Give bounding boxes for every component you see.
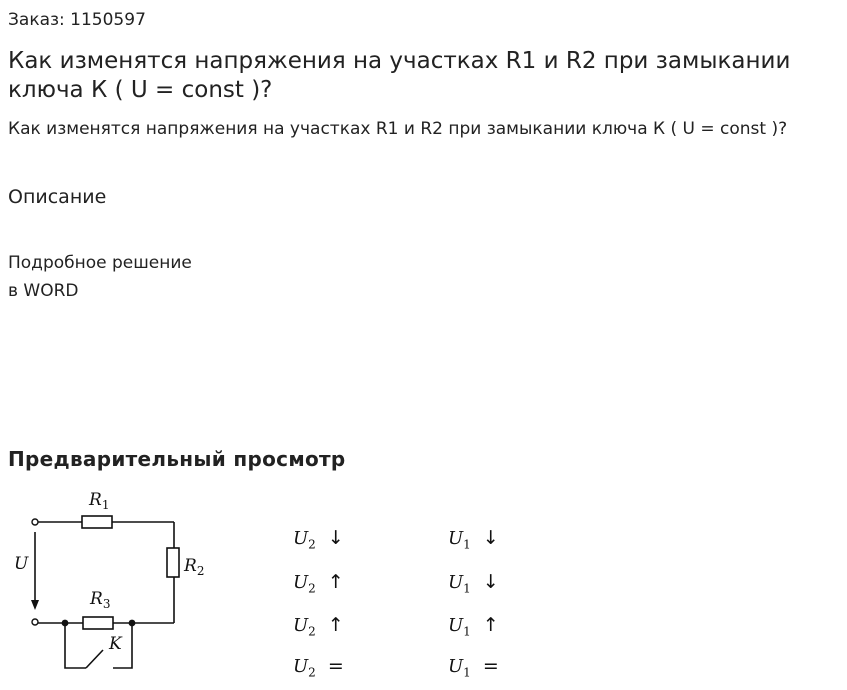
option-2-left: $U_2$ ↑ — [293, 571, 344, 596]
question-text: Как изменятся напряжения на участках R1 и R2 при замыкании ключа К ( U = const )? — [8, 119, 788, 139]
option-3-left: $U_2$ ↑ — [293, 614, 344, 639]
option-4-left: $U_2$ = — [293, 655, 344, 680]
label-r1: $R_1$ — [89, 490, 110, 512]
description-text — [8, 249, 192, 305]
option-4-right: $U_1$ = — [448, 655, 499, 680]
terminal-top — [32, 519, 38, 525]
option-2-right: $U_1$ ↓ — [448, 571, 499, 596]
label-u: U — [14, 554, 29, 574]
description-heading: Описание — [8, 186, 107, 208]
node-left — [62, 620, 69, 627]
label-r3: $R_3$ — [90, 589, 111, 611]
label-r2: $R_2$ — [184, 556, 205, 578]
order-number: Заказ: 1150597 — [8, 10, 146, 30]
preview-heading: Предварительный просмотр — [8, 447, 346, 471]
terminal-bottom — [32, 619, 38, 625]
option-1-left: $U_2$ ↓ — [293, 527, 344, 552]
switch-k-blade — [86, 650, 103, 668]
description-line: в WORD — [8, 281, 79, 301]
voltage-arrow-head — [31, 600, 39, 610]
circuit-diagram — [0, 480, 220, 690]
description-line: Подробное решение — [8, 253, 192, 273]
label-k: K — [109, 634, 122, 654]
resistor-r3 — [83, 617, 113, 629]
page-title: Как изменятся напряжения на участках R1 и R2 при замыкании ключа К ( U = const )? — [8, 48, 791, 103]
option-1-right: $U_1$ ↓ — [448, 527, 499, 552]
node-right — [129, 620, 136, 627]
option-3-right: $U_1$ ↑ — [448, 614, 499, 639]
resistor-r1 — [82, 516, 112, 528]
preview-image — [0, 480, 600, 690]
resistor-r2 — [167, 548, 179, 577]
